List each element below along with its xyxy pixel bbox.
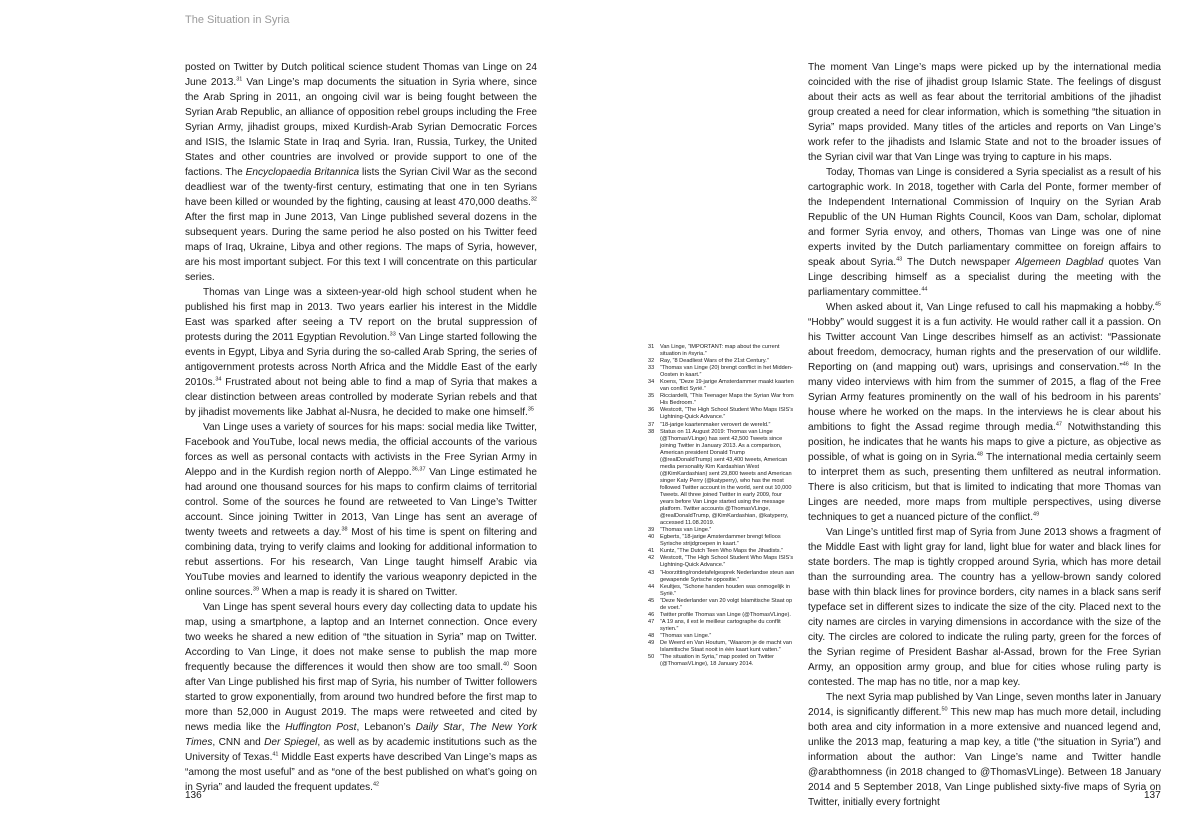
footnote-text: “A 19 ans, il est le meilleur cartographe du conflit syrien.”	[660, 618, 781, 632]
text-run: When asked about it, Van Linge refused to call his mapmaking a hobby.	[826, 302, 1155, 313]
footnote-item	[648, 379, 796, 393]
footnote-ref: 33	[389, 331, 396, 338]
footnote-ref: 50	[941, 706, 948, 713]
footnote-ref: 35	[527, 406, 534, 413]
body-paragraph	[808, 165, 1161, 300]
footnote-ref: 47	[1055, 421, 1062, 428]
footnote-ref: 46	[1122, 361, 1129, 368]
footnote-item	[648, 640, 796, 654]
body-paragraph	[808, 300, 1161, 525]
body-paragraph	[185, 60, 537, 285]
text-run: ,	[461, 722, 470, 733]
footnote-ref: 42	[373, 781, 380, 788]
footnote-number: 44	[648, 583, 655, 590]
footnote-ref: 49	[1033, 511, 1040, 518]
text-run: Soon after Van Linge published his first map of Syria, his number of Twitter followers started to grow exponentially, from around two hundred before the first map to more than 52,000 in August 2019. The maps were retweeted and cited by news media like the	[185, 662, 537, 733]
body-paragraph	[808, 60, 1161, 165]
footnote-number: 47	[648, 618, 655, 625]
footnote-text: Koens, “Deze 19-jarige Amsterdammer maakt kaarten van conflict Syrië.”	[660, 379, 794, 393]
text-run: The moment Van Linge’s maps were picked up by the international media coincided with the rise of jihadist group Islamic State. The feelings of disgust about their acts as well as fear about the territorial ambitions of the jihadist group created a need for clear information, which is something “the situation in Syria” maps provided. Many titles of the articles and reports on Van Linge’s work refer to the jihadists and Islamic State and not to the broader issues of the Syrian civil war that Van Linge was trying to capture in his maps.	[808, 62, 1161, 163]
text-run: Thomas van Linge was a sixteen-year-old high school student when he published his first map in 2013. Two years earlier his interest in the Middle East was sparked after seeing a TV report on the brutal suppression of protests during the 2011 Egyptian Revolution.	[185, 287, 537, 343]
footnote-text: Keultjes, “Schone handen houden was onmogelijk in Syrië.”	[660, 583, 790, 597]
footnote-text: “The situation in Syria,” map posted on Twitter (@ThomasVLinge), 18 January 2014.	[660, 654, 774, 668]
footnote-item	[648, 407, 796, 421]
footnote-number: 42	[648, 555, 655, 562]
footnote-ref: 32	[530, 196, 537, 203]
text-run: Van Linge has spent several hours every day collecting data to update his map, using a smartphone, a laptop and an Internet connection. Once every two weeks he shared a new edition of “the situation in Syria” map on Twitter. According to Van Linge, it does not make sense to publish the map more frequently because the differences it would then show are too small.	[185, 602, 537, 673]
body-paragraph	[185, 600, 537, 795]
text-run: Van Linge started following the events in Egypt, Libya and Syria during the so-called Arab Spring, the series of antigovernment protests across North Africa and the Middle East of the early 2010s.	[185, 332, 537, 388]
footnote-number: 31	[648, 344, 655, 350]
footnote-number: 49	[648, 639, 655, 646]
right-page-body	[808, 60, 1161, 810]
footnote-ref: 45	[1154, 301, 1161, 308]
footnote-item	[648, 534, 796, 548]
text-run: In the many video interviews with him from the summer of 2015, a flag of the Free Syrian Army features prominently on the wall of his bedroom in his parents’ house where he worked on the maps. In the interviews he is clear about his ambitions to fight the Assad regime through media.	[808, 362, 1161, 433]
footnote-number: 33	[648, 365, 655, 372]
footnote-number: 40	[648, 534, 655, 541]
footnote-text: Westcott, “The High School Student Who Maps ISIS’s Lightning-Quick Advance.”	[660, 555, 794, 569]
footnote-text: Kuntz, “The Dutch Teen Who Maps the Jihadists.”	[660, 548, 784, 555]
footnote-text: Twitter profile Thomas van Linge (@ThomasVLinge).	[660, 611, 791, 618]
footnote-text: “18-jarige kaartenmaker verovert de wereld.”	[660, 421, 771, 428]
footnote-item	[648, 570, 796, 584]
footnote-number: 50	[648, 654, 655, 661]
footnote-item	[648, 422, 796, 429]
text-run: The next Syria map published by Van Linge, seven months later in January 2014, is significantly different.	[808, 692, 1161, 718]
footnote-item	[648, 633, 796, 640]
footnote-text: “Hoorzitting/rondetafelgesprek Nederlandse steun aan gewapende Syrische oppositie.”	[660, 569, 795, 583]
footnotes-list	[648, 344, 796, 668]
footnote-ref: 40	[503, 661, 510, 668]
footnote-ref: 41	[272, 751, 279, 758]
text-run: Frustrated about not being able to find a map of Syria that makes a clear distinction between areas controlled by moderate Syrian rebels and that by jihadist movements like Jabhat al-Nusra, he decided to make one himself.	[185, 377, 537, 418]
footnote-number: 32	[648, 358, 655, 365]
text-run: Today, Thomas van Linge is considered a Syria specialist as a result of his cartographic work. In 2018, together with Carla del Ponte, former member of the Independent International Commission of Inquiry on the Syrian Arab Republic of the UN Human Rights Council, Koos van Dam, scholar, diplomat and former Syria envoy, and others, Thomas van Linge was one of nine experts invited by the Dutch parliamentary committee on foreign affairs to speak about Syria.	[808, 167, 1161, 268]
text-run: Middle East experts have described Van Linge’s maps as “among the most useful” and as “one of the best published on what’s going on in Syria” and lauded the frequent updates.	[185, 752, 537, 793]
footnote-ref: 39	[252, 586, 260, 593]
italic-title: Der Spiegel	[264, 737, 318, 748]
text-run: Van Linge estimated he had around one thousand sources for his maps to confirm claims of territorial control. Some of the sources he found are retweeted to Van Linge’s Twitter account. Since joining Twitter in 2013, Van Linge has sent an average of twenty tweets and retweets a day.	[185, 467, 537, 538]
italic-title: Daily Star	[415, 722, 462, 733]
footnote-number: 36	[648, 407, 655, 414]
italic-title: The New York Times	[185, 722, 537, 748]
page-number-right: 137	[1144, 790, 1161, 801]
footnote-item	[648, 365, 796, 379]
footnote-ref: 38	[341, 526, 348, 533]
text-run: After the first map in June 2013, Van Linge published several dozens in the subsequent years. During the same period he also posted on his Twitter feed maps of Iraq, Ukraine, Libya and other regions. The maps of Syria, however, are his most important subject. For this text I will concentrate on this particular series.	[185, 212, 537, 283]
footnote-item	[648, 527, 796, 534]
body-paragraph	[185, 285, 537, 420]
footnote-text: Westcott, “The High School Student Who Maps ISIS’s Lightning-Quick Advance.”	[660, 407, 794, 421]
footnote-item	[648, 584, 796, 598]
text-run: The Dutch newspaper	[902, 257, 1016, 268]
footnote-ref: 43	[896, 256, 903, 263]
footnote-item	[648, 612, 796, 619]
footnote-ref: 36,37	[411, 466, 426, 473]
body-paragraph	[808, 525, 1161, 690]
text-run: , CNN and	[212, 737, 265, 748]
footnote-item	[648, 598, 796, 612]
footnote-number: 41	[648, 548, 655, 555]
footnote-text: Status on 11 August 2019: Thomas van Linge (@ThomasVLinge) has sent 42,500 Tweets since joining Twitter in January 2013. As a comparison, American president Donald Trump (@realDonaldTrump) sent 43,400 tweets, American media personality Kim Kardashian West (@KimKardashian) sent 29,800 tweets and American singer Katy Perry (@katyperry), who has the most followed Twitter account in the world, sent out 10,000 Tweets. All three joined Twitter in early 2009, four years before Van Linge started using the message platform. Twitter accounts @ThomasVLinge, @realDonaldTrump, @KimKardashian, @katyperry, accessed 11.08.2019.	[660, 428, 792, 527]
page-number-left: 136	[185, 790, 202, 801]
running-head-title: The Situation in Syria	[185, 14, 290, 26]
footnote-number: 35	[648, 393, 655, 400]
footnote-number: 34	[648, 379, 655, 386]
footnote-item	[648, 619, 796, 633]
text-run: Most of his time is spent on filtering and combining data, trying to verify claims and looking for additional information to rebut assertions. For his research, Van Linge taught himself Arabic via YouTube movies and learned to identify the various weaponry depicted in the online sources.	[185, 527, 537, 598]
footnote-item	[648, 654, 796, 668]
footnote-ref: 31	[236, 76, 243, 83]
footnote-text: “Thomas van Linge.”	[660, 632, 712, 639]
footnote-ref: 34	[215, 376, 222, 383]
text-run: quotes Van Linge describing himself as a specialist during the meeting with the parliamentary committee.	[808, 257, 1161, 298]
footnote-number: 38	[648, 428, 655, 435]
footnote-text: “Thomas van Linge.”	[660, 527, 712, 534]
text-run: , as well as by academic institutions such as the University of Texas.	[185, 737, 537, 763]
footnote-number: 43	[648, 569, 655, 576]
body-paragraph	[185, 420, 537, 600]
footnote-text: Egberts, “18-jarige Amsterdammer brengt felloos Syrische strijdgroepen in kaart.”	[660, 534, 781, 548]
footnote-item	[648, 393, 796, 407]
footnote-number: 46	[648, 611, 655, 618]
text-run: This new map has much more detail, including both area and city information in a more extensive and nuanced legend and, unlike the 2013 map, featuring a map key, a title (“the situation in Syria”) and information about the author: Van Linge’s name and Twitter handle @arabthomness (in 2018 changed to @ThomasVLinge). Between 18 January 2014 and 5 September 2018, Van Linge published sixty-five maps of Syria on Twitter, initially every fortnight	[808, 707, 1161, 808]
footnote-item	[648, 555, 796, 569]
text-run: Notwithstanding this position, he indicates that he wants his maps to give a picture, as objective as possible, of what is going on in Syria.	[808, 422, 1161, 463]
footnote-item	[648, 548, 796, 555]
italic-title: Algemeen Dagblad	[1015, 257, 1104, 268]
footnote-item	[648, 344, 796, 358]
italic-title: Huffington Post	[285, 722, 357, 733]
footnote-item	[648, 429, 796, 528]
text-run: , Lebanon’s	[356, 722, 416, 733]
footnote-text: Ray, “8 Deadliest Wars of the 21st Century.”	[660, 358, 769, 365]
body-paragraph	[808, 690, 1161, 810]
text-run: Van Linge’s map documents the situation in Syria where, since the Arab Spring in 2011, an ongoing civil war is being fought between the Syrian Arab Republic, an alliance of opposition rebel groups including the Free Syrian Army, jihadist groups, mixed Kurdish-Arab Syrian Democratic Forces and ISIS, the Islamic State in Iraq and Syria. Iran, Russia, Turkey, the United States and other countries are involved or provide support to one of the factions. The	[185, 77, 537, 178]
footnote-text: “Deze Nederlander van 20 volgt Islamitische Staat op de voet.”	[660, 597, 793, 611]
text-run: posted on Twitter by Dutch political science student Thomas van Linge on 24 June 2013.	[185, 62, 537, 88]
footnote-text: “Thomas van Linge (20) brengt conflict in het Midden-Oosten in kaart.”	[660, 365, 793, 379]
footnote-number: 37	[648, 421, 655, 428]
footnote-text: Van Linge, “IMPORTANT: map about the current situation in #syria.”	[660, 344, 780, 358]
italic-title: Encyclopaedia Britannica	[245, 167, 360, 178]
footnote-ref: 48	[976, 451, 983, 458]
left-page-body	[185, 60, 537, 795]
footnote-number: 45	[648, 597, 655, 604]
footnote-item	[648, 358, 796, 365]
text-run: “Hobby” would suggest it is a fun activity. He would rather call it a passion. On his Twitter account Van Linge describes himself as an activist: “Passionate about freedom, democracy, human rights and the preservation of our wildlife. Reporting on (and mapping out) wars, uprisings and conservation.”	[808, 317, 1161, 373]
footnote-ref: 44	[921, 286, 928, 293]
text-run: Van Linge uses a variety of sources for his maps: social media like Twitter, Facebook and YouTube, local news media, the official accounts of the various forces as well as personal contacts with activists in the Free Syrian Army in Aleppo and in the Kurdish region north of Aleppo.	[185, 422, 537, 478]
text-run: When a map is ready it is shared on Twitter.	[259, 587, 458, 598]
footnote-number: 48	[648, 632, 655, 639]
text-run: Van Linge’s untitled first map of Syria from June 2013 shows a fragment of the Middle East with light gray for land, light blue for water and black lines for state borders. The map is tightly cropped around Syria, which has more detail than the surrounding area. The country has a yellow-brown sandy colored base with thin black lines for province borders, city names in a black sans serif typeface set in different sizes to indicate the size of the city. Placed next to the city names are circles in varying dimensions in accordance with the size of the city. The circles are colored to indicate the ruling party, green for the forces of the Syrian regime of President Bashar al-Assad, brown for the Free Syrian Army, an opposition army group, and blue for cities whose ruling party is contested. The map has no title, nor a map key.	[808, 527, 1161, 688]
footnote-text: Ricciardelli, “This Teenager Maps the Syrian War from His Bedroom.”	[660, 393, 794, 407]
text-run: lists the Syrian Civil War as the second deadliest war of the twenty-first century, estimating that one in ten Syrians have been killed or wounded by the fighting, causing at least 470,000 deaths.	[185, 167, 537, 208]
footnote-text: De Weerd en Van Houtum, “Waarom je de macht van Islamitische Staat nooit in één kaart kunt vatten.”	[660, 639, 793, 654]
footnote-number: 39	[648, 527, 655, 534]
text-run: The international media certainly seem to interpret them as such, presenting them unfiltered as neutral information. There is also criticism, but that is limited to indicating that more Thomas van Linges are needed, more maps from multiple perspectives, using diverse techniques to get a nuanced picture of the conflict.	[808, 452, 1161, 523]
